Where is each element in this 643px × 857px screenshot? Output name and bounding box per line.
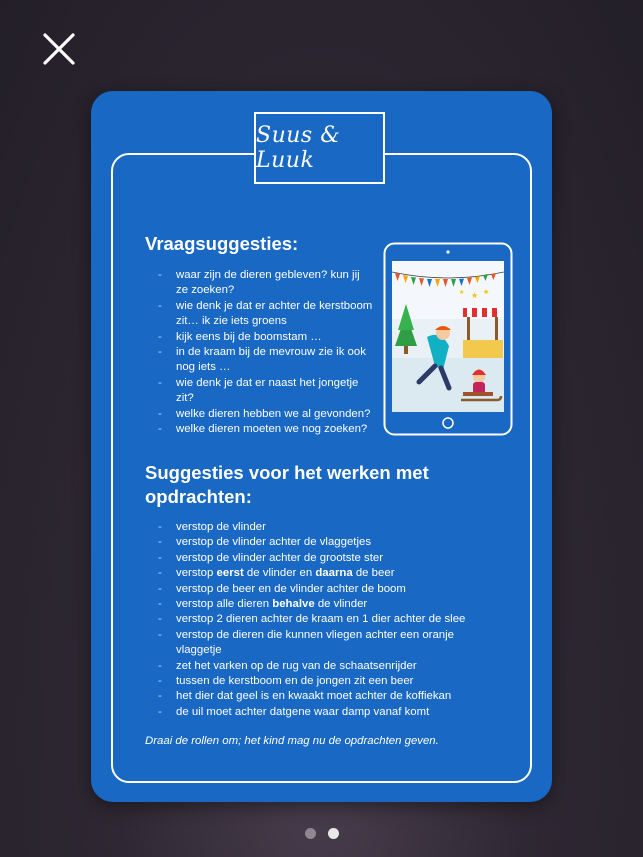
emphasis-text: behalve (272, 598, 315, 611)
logo-text: Suus & Luuk (256, 123, 341, 173)
emphasis-text: daarna (315, 567, 353, 580)
list-item: - welke dieren hebben we al gevonden? (158, 407, 373, 422)
svg-text:★: ★ (459, 289, 465, 296)
item-text: de beer (352, 567, 395, 580)
list-item: - kijk eens bij de boomstam … (158, 330, 373, 345)
list-item: - verstop de vlinder achter de vlaggetjes (158, 535, 478, 550)
item-text: verstop alle dieren (176, 598, 273, 611)
list-item: - tussen de kerstboom en de jongen zit een beer (158, 674, 478, 689)
page-indicator (0, 828, 643, 839)
list-item: - verstop de vlinder achter de grootste ster (158, 551, 478, 566)
item-text: de vlinder (314, 598, 368, 611)
list-item: - waar zijn de dieren gebleven? kun jij ze zoeken? (158, 268, 373, 299)
list-item: - zet het varken op de rug van de schaatsenrijder (158, 659, 478, 674)
footnote: Draai de rollen om; het kind mag nu de opdrachten geven. (145, 735, 439, 747)
questions-list (158, 268, 373, 437)
list-item: - verstop de beer en de vlinder achter de boom (158, 582, 478, 597)
list-item: - verstop de dieren die kunnen vliegen achter een oranje vlaggetje (158, 628, 478, 659)
list-item: - wie denk je dat er achter de kerstboom zit… ik zie iets groens (158, 299, 373, 330)
page-dot[interactable] (328, 828, 339, 839)
list-item: - wie denk je dat er naast het jongetje zit? (158, 376, 373, 407)
close-button[interactable] (40, 30, 78, 68)
emphasis-text: eerst (216, 567, 244, 580)
list-item: - het dier dat geel is en kwaakt moet achter de koffiekan (158, 689, 478, 704)
svg-text:★: ★ (483, 288, 490, 296)
list-item: - in de kraam bij de mevrouw zie ik ook nog iets … (158, 345, 373, 376)
page-dot[interactable] (305, 828, 316, 839)
list-item: - verstop de vlinder (158, 520, 478, 535)
list-item: - verstop 2 dieren achter de kraam en 1 dier achter de slee (158, 612, 478, 627)
item-text: verstop (176, 567, 217, 580)
instruction-card (91, 91, 552, 802)
tasks-list (158, 520, 478, 720)
svg-text:★: ★ (471, 291, 479, 300)
questions-heading: Vraagsuggesties: (145, 233, 299, 254)
list-item: - welke dieren moeten we nog zoeken? (158, 422, 373, 437)
suus-luuk-logo (254, 112, 385, 184)
list-item (158, 566, 478, 581)
list-item (158, 597, 478, 612)
list-item: - de uil moet achter datgene waar damp vanaf komt (158, 705, 478, 720)
item-text: de vlinder en (243, 567, 316, 580)
tasks-heading: Suggesties voor het werken met opdrachten: (145, 462, 429, 507)
close-icon (40, 30, 78, 68)
tablet-illustration (383, 242, 513, 436)
